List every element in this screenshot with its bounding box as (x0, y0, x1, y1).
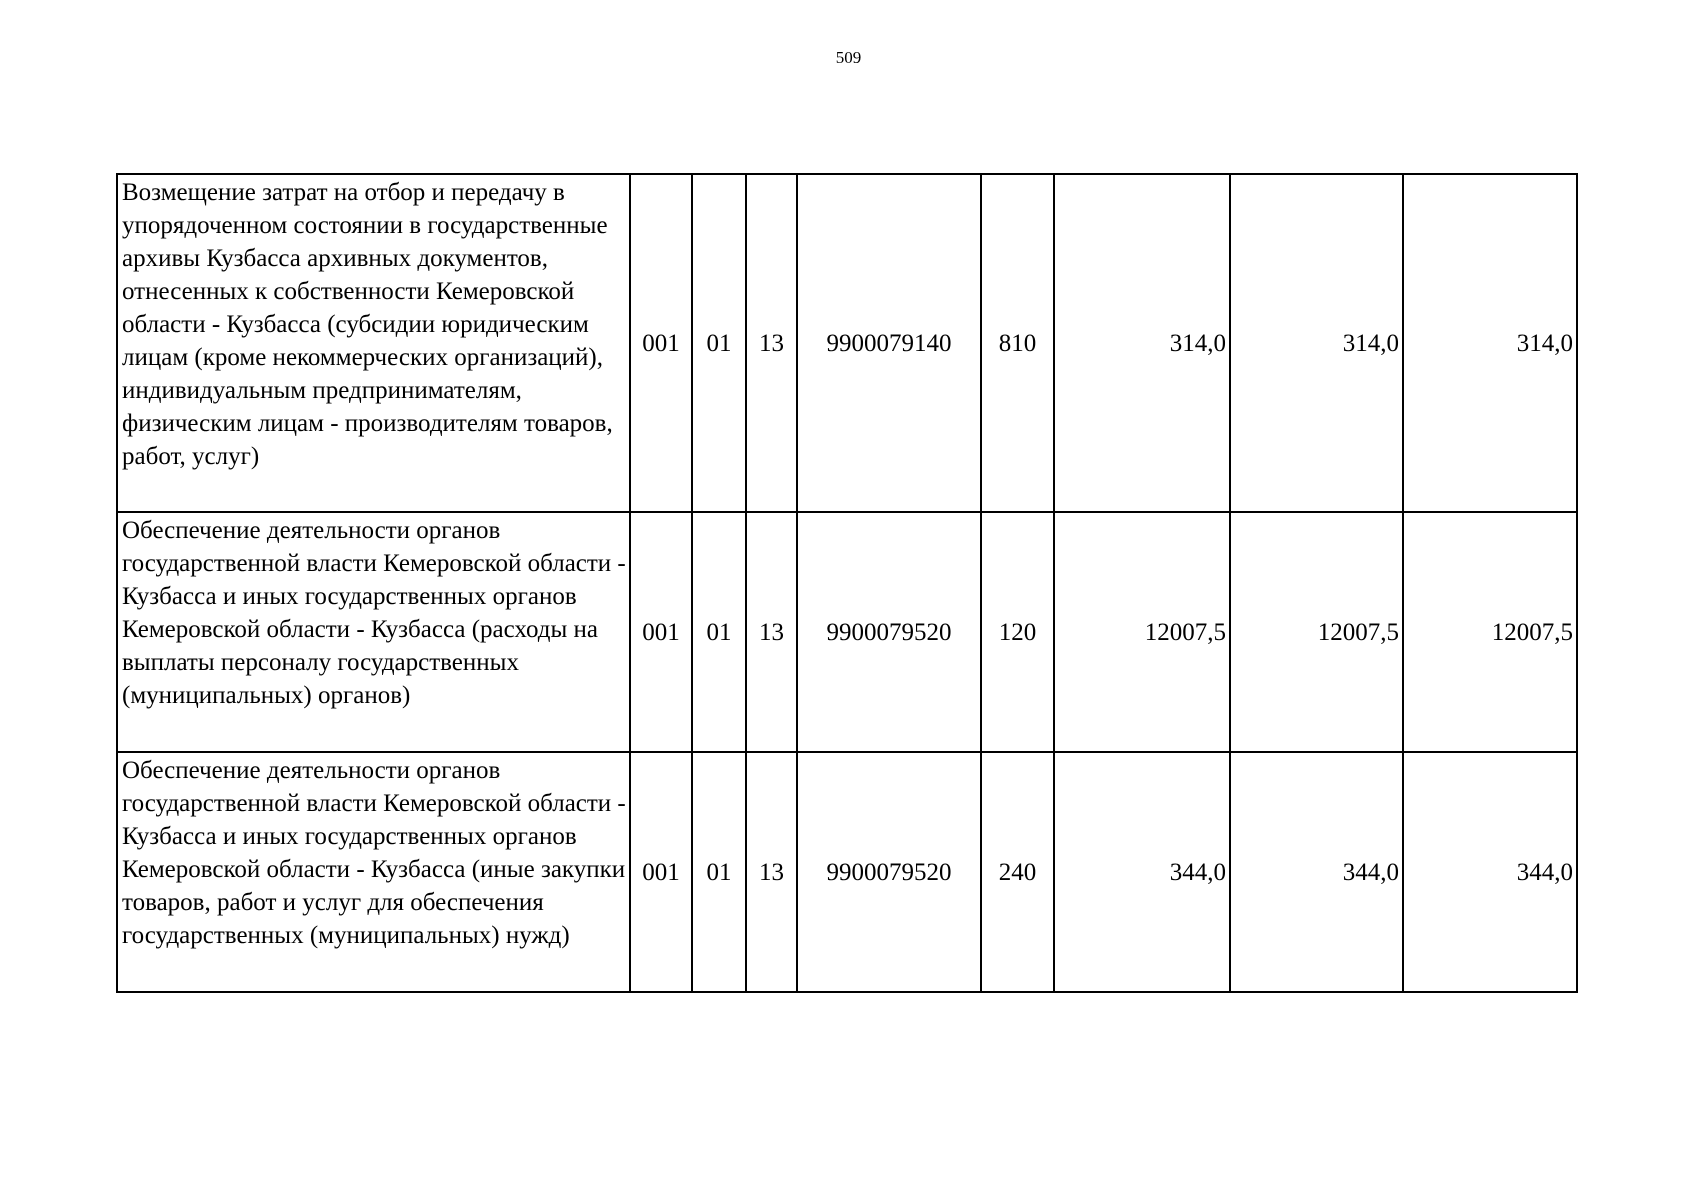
amount-3: 314,0 (1403, 174, 1577, 512)
section-code: 01 (692, 174, 746, 512)
ministry-code: 001 (630, 752, 692, 992)
expense-type-code: 810 (981, 174, 1054, 512)
subsection-code: 13 (746, 752, 797, 992)
amount-3: 344,0 (1403, 752, 1577, 992)
table-row (117, 174, 1577, 512)
row-description: Возмещение затрат на отбор и передачу в упорядоченном состоянии в государственные архивы Кузбасса архивных документов, отнесенных к собственности Кемеровской области - Кузбасса (субсидии юридическим лицам (кроме некоммерческих организаций), индивидуальным предпринимателям, физическим лицам - производителям товаров, работ, услуг) (117, 174, 630, 512)
table-row (117, 512, 1577, 752)
subsection-code: 13 (746, 512, 797, 752)
budget-table (116, 173, 1578, 993)
amount-3: 12007,5 (1403, 512, 1577, 752)
row-description: Обеспечение деятельности органов государственной власти Кемеровской области - Кузбасса и иных государственных органов Кемеровской области - Кузбасса (иные закупки товаров, работ и услуг для обеспечения государственных (муниципальных) нужд) (117, 752, 630, 992)
amount-1: 314,0 (1054, 174, 1230, 512)
amount-2: 12007,5 (1230, 512, 1403, 752)
amount-1: 344,0 (1054, 752, 1230, 992)
amount-2: 344,0 (1230, 752, 1403, 992)
ministry-code: 001 (630, 174, 692, 512)
expense-type-code: 120 (981, 512, 1054, 752)
amount-2: 314,0 (1230, 174, 1403, 512)
ministry-code: 001 (630, 512, 692, 752)
section-code: 01 (692, 752, 746, 992)
subsection-code: 13 (746, 174, 797, 512)
amount-1: 12007,5 (1054, 512, 1230, 752)
page-number: 509 (835, 48, 862, 67)
target-article-code: 9900079520 (797, 752, 981, 992)
table-row (117, 752, 1577, 992)
expense-type-code: 240 (981, 752, 1054, 992)
row-description: Обеспечение деятельности органов государственной власти Кемеровской области - Кузбасса и иных государственных органов Кемеровской области - Кузбасса (расходы на выплаты персоналу государственных (муниципальных) органов) (117, 512, 630, 752)
section-code: 01 (692, 512, 746, 752)
target-article-code: 9900079520 (797, 512, 981, 752)
target-article-code: 9900079140 (797, 174, 981, 512)
